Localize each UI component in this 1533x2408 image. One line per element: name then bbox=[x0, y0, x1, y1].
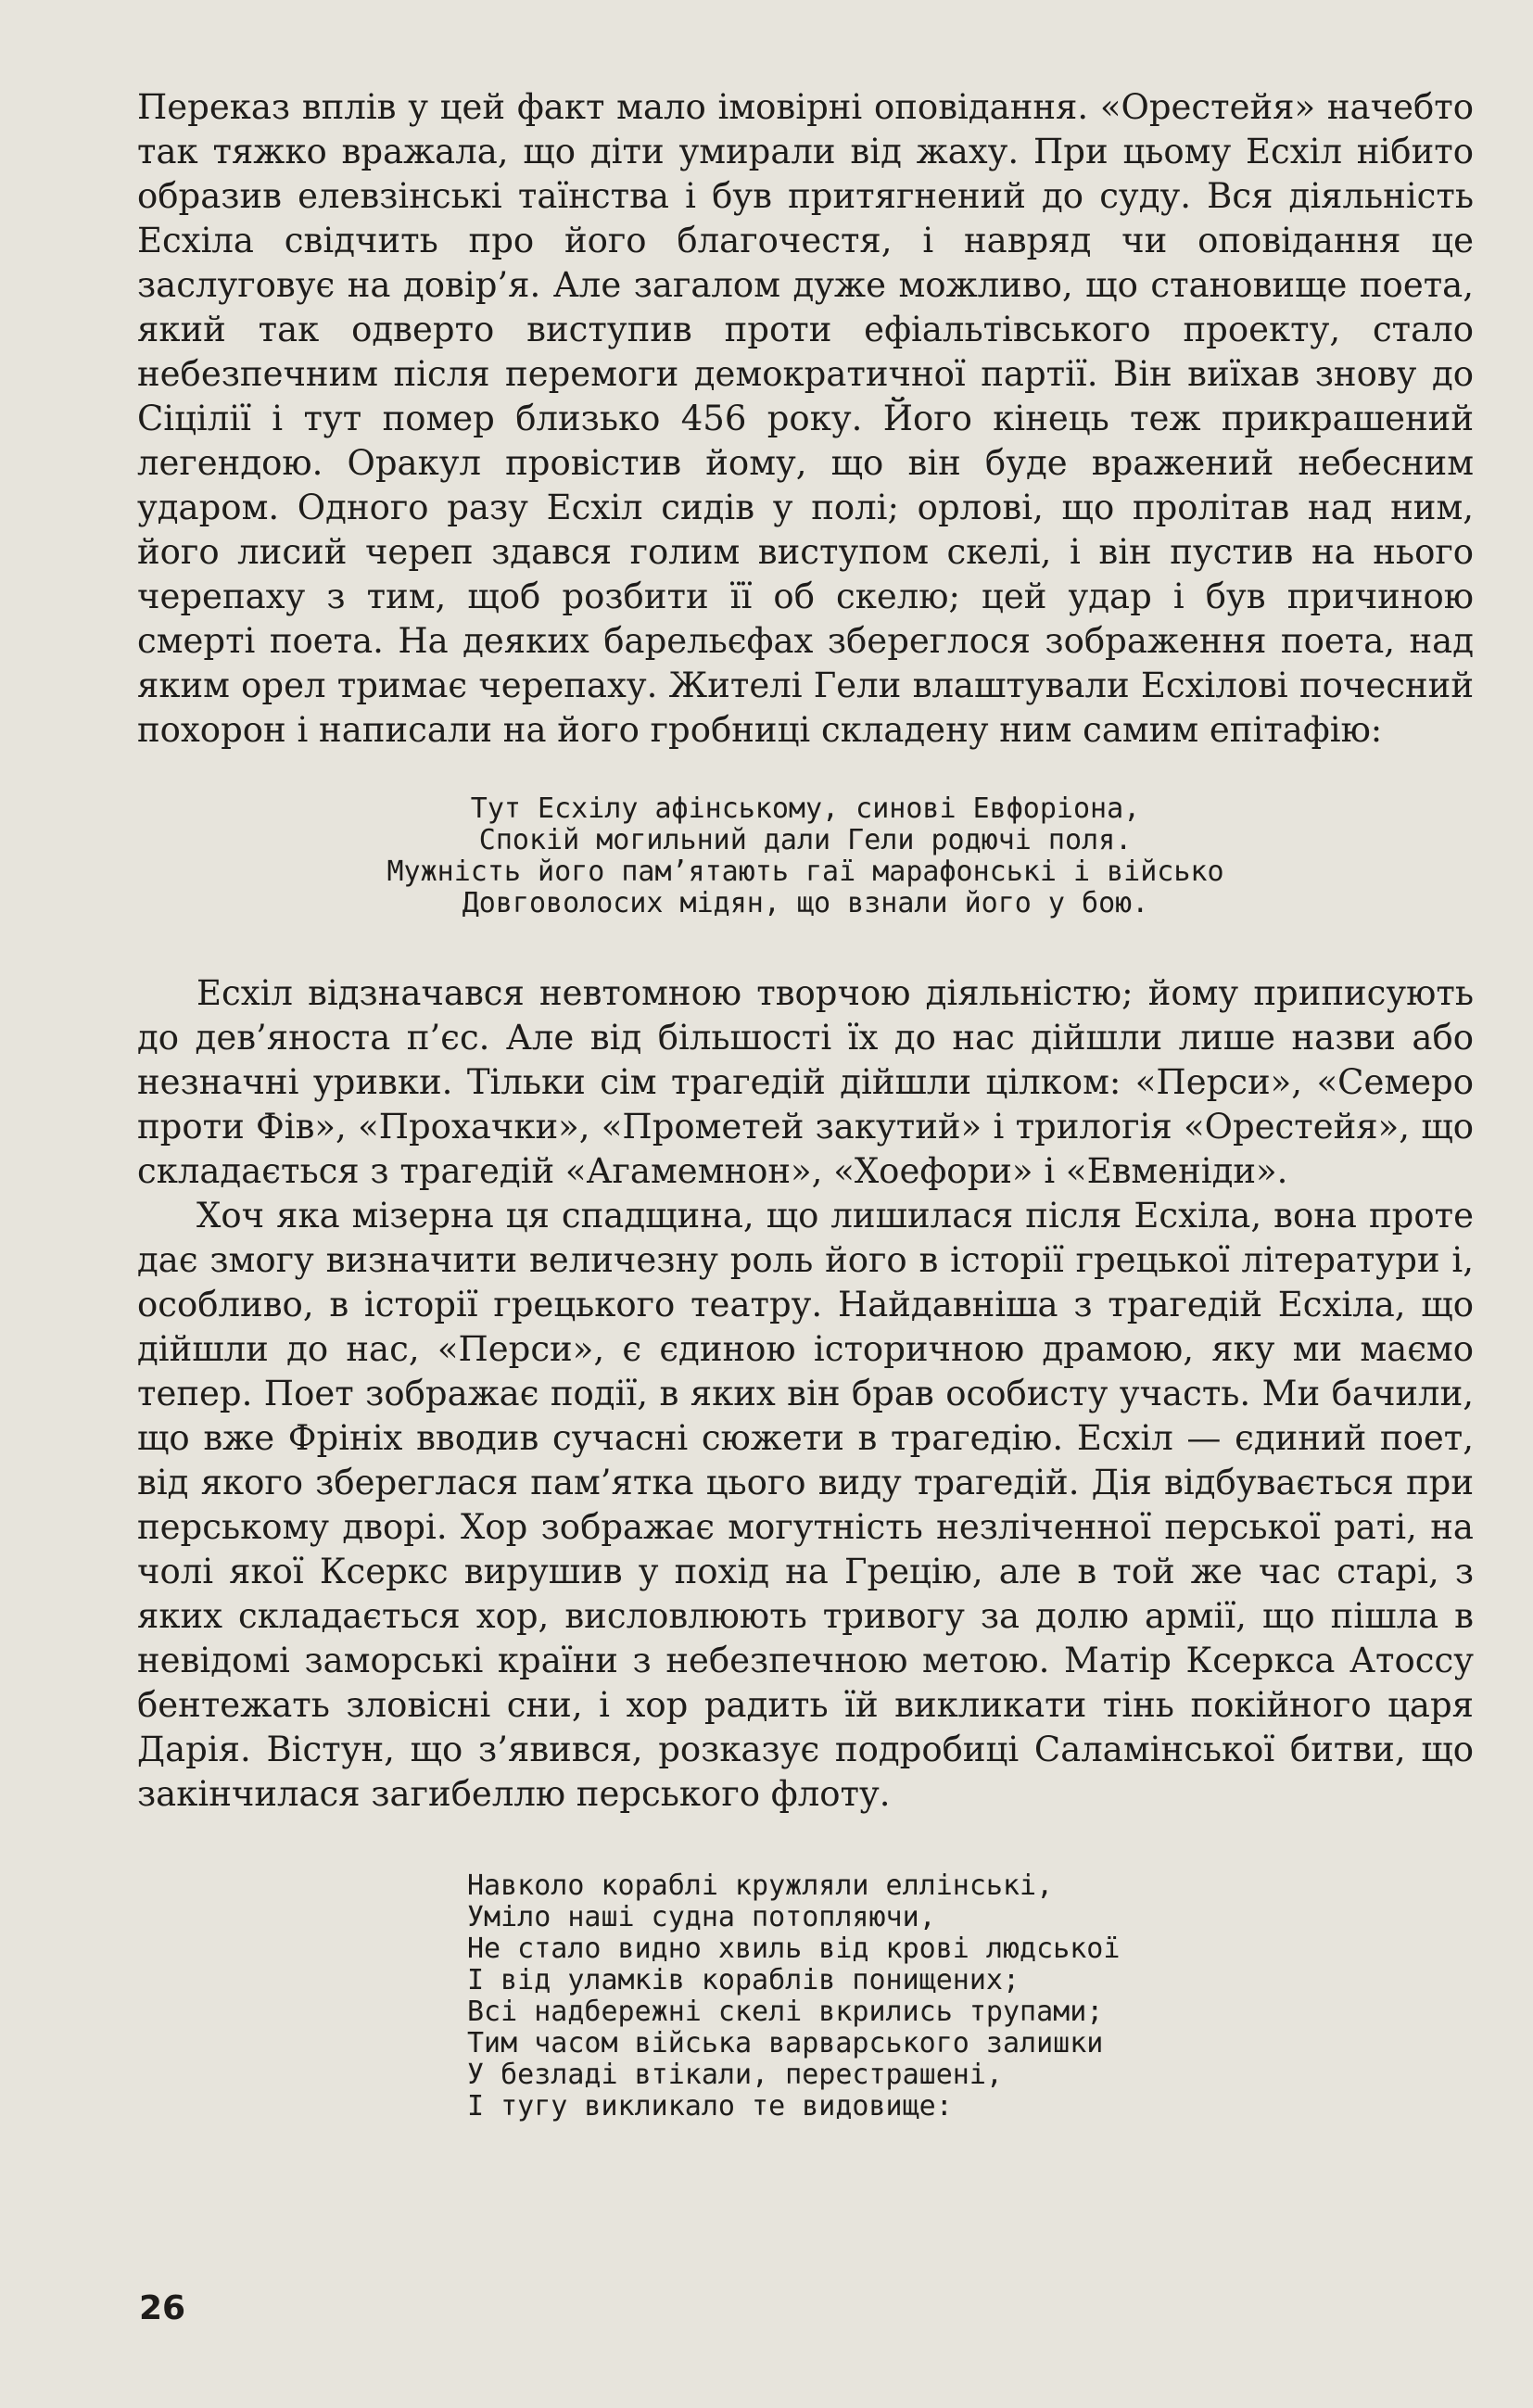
epitaph-line: Тут Есхілу афінському, синові Евфоріона, bbox=[470, 792, 1141, 825]
page-number: 26 bbox=[139, 2289, 186, 2327]
verse-line: Уміло наші судна потопляючи, bbox=[467, 1901, 936, 1933]
verse-line: Всі надбережні скелі вкрились трупами; bbox=[467, 1996, 1104, 2028]
verse-line: І від уламків кораблів понищених; bbox=[467, 1964, 1020, 1996]
verse-line: І тугу викликало те видовище: bbox=[467, 2090, 953, 2123]
paragraph-1: Переказ вплів у цей факт мало імовірні оповідання. «Орестейя» начебто так тяжко вражала, що діти умирали від жаху. При цьому Есхіл нібито образив елевзінські таїнства і був притягнений до суду. Вся діяльність Есхіла свідчить про його благочестя, і навряд чи оповідання це заслуговує на довір’я. Але загалом дуже можливо, що становище поета, який так одверто виступив проти ефіальтівського проекту, стало небезпечним після перемоги демократичної партії. Він виїхав знову до Сіцілії і тут помер близько 456 року. Його кінець теж прикрашений легендою. Оракул провістив йому, що він буде вражений небесним ударом. Одного разу Есхіл сидів у полі; орлові, що пролітав над ним, його лисий череп здався голим виступом скелі, і він пустив на нього черепаху з тим, щоб розбити її об скелю; цей удар і був причиною смерті поета. На деяких барельєфах збереглося зображення поета, над яким орел тримає черепаху. Жителі Гели влаштували Есхілові почесний похорон і написали на його гробниці складену ним самим епітафію: bbox=[137, 87, 1474, 750]
paragraph-3: Хоч яка мізерна ця спадщина, що лишилася після Есхіла, вона проте дає змогу визначити величезну роль його в історії грецької літератури і, особливо, в історії грецького театру. Найдавніша з трагедій Есхіла, що дійшли до нас, «Перси», є єдиною історичною драмою, яку ми маємо тепер. Поет зображає події, в яких він брав особисту участь. Ми бачили, що вже Фрініх вводив сучасні сюжети в трагедію. Есхіл — єдиний поет, від якого збереглася пам’ятка цього виду трагедій. Дія відбувається при перському дворі. Хор зображає могутність незліченної перської раті, на чолі якої Ксеркс вирушив у похід на Грецію, але в той же час старі, з яких складається хор, висловлюють тривогу за долю армії, що пішла в невідомі заморські країни з небезпечною метою. Матір Ксеркса Атоссу бентежать зловісні сни, і хор радить їй викликати тінь покійного царя Дарія. Вістун, що з’явився, розказує подробиці Саламінської битви, що закінчилася загибеллю перського флоту. bbox=[137, 1196, 1474, 1814]
paragraph-2: Есхіл відзначався невтомною творчою діяльністю; йому приписують до дев’яноста п’єс. Але від більшості їх до нас дійшли лише назви або незначні уривки. Тільки сім трагедій дійшли цілком: «Перси», «Семеро проти Фів», «Прохачки», «Прометей закутий» і трилогія «Орестейя», що складається з трагедій «Агамемнон», «Хоефори» і «Евменіди». bbox=[137, 973, 1474, 1191]
epitaph-poem bbox=[137, 793, 1474, 919]
verse-line: Не стало видно хвиль від крові людської bbox=[467, 1933, 1121, 1965]
epitaph-line: Довговолосих мідян, що взнали його у бою. bbox=[462, 887, 1149, 919]
verse-line: У безладі втікали, перестрашені, bbox=[467, 2059, 1003, 2091]
page-body bbox=[137, 85, 1474, 2123]
verse-line: Тим часом війська варварського залишки bbox=[467, 2027, 1104, 2059]
verse-line: Навколо кораблі кружляли еллінські, bbox=[467, 1869, 1054, 1902]
epitaph-line: Мужність його пам’ятають гаї марафонські і військо bbox=[386, 855, 1224, 888]
verse-quote bbox=[137, 1870, 1474, 2123]
epitaph-line: Спокій могильний дали Гели родючі поля. bbox=[478, 824, 1133, 856]
